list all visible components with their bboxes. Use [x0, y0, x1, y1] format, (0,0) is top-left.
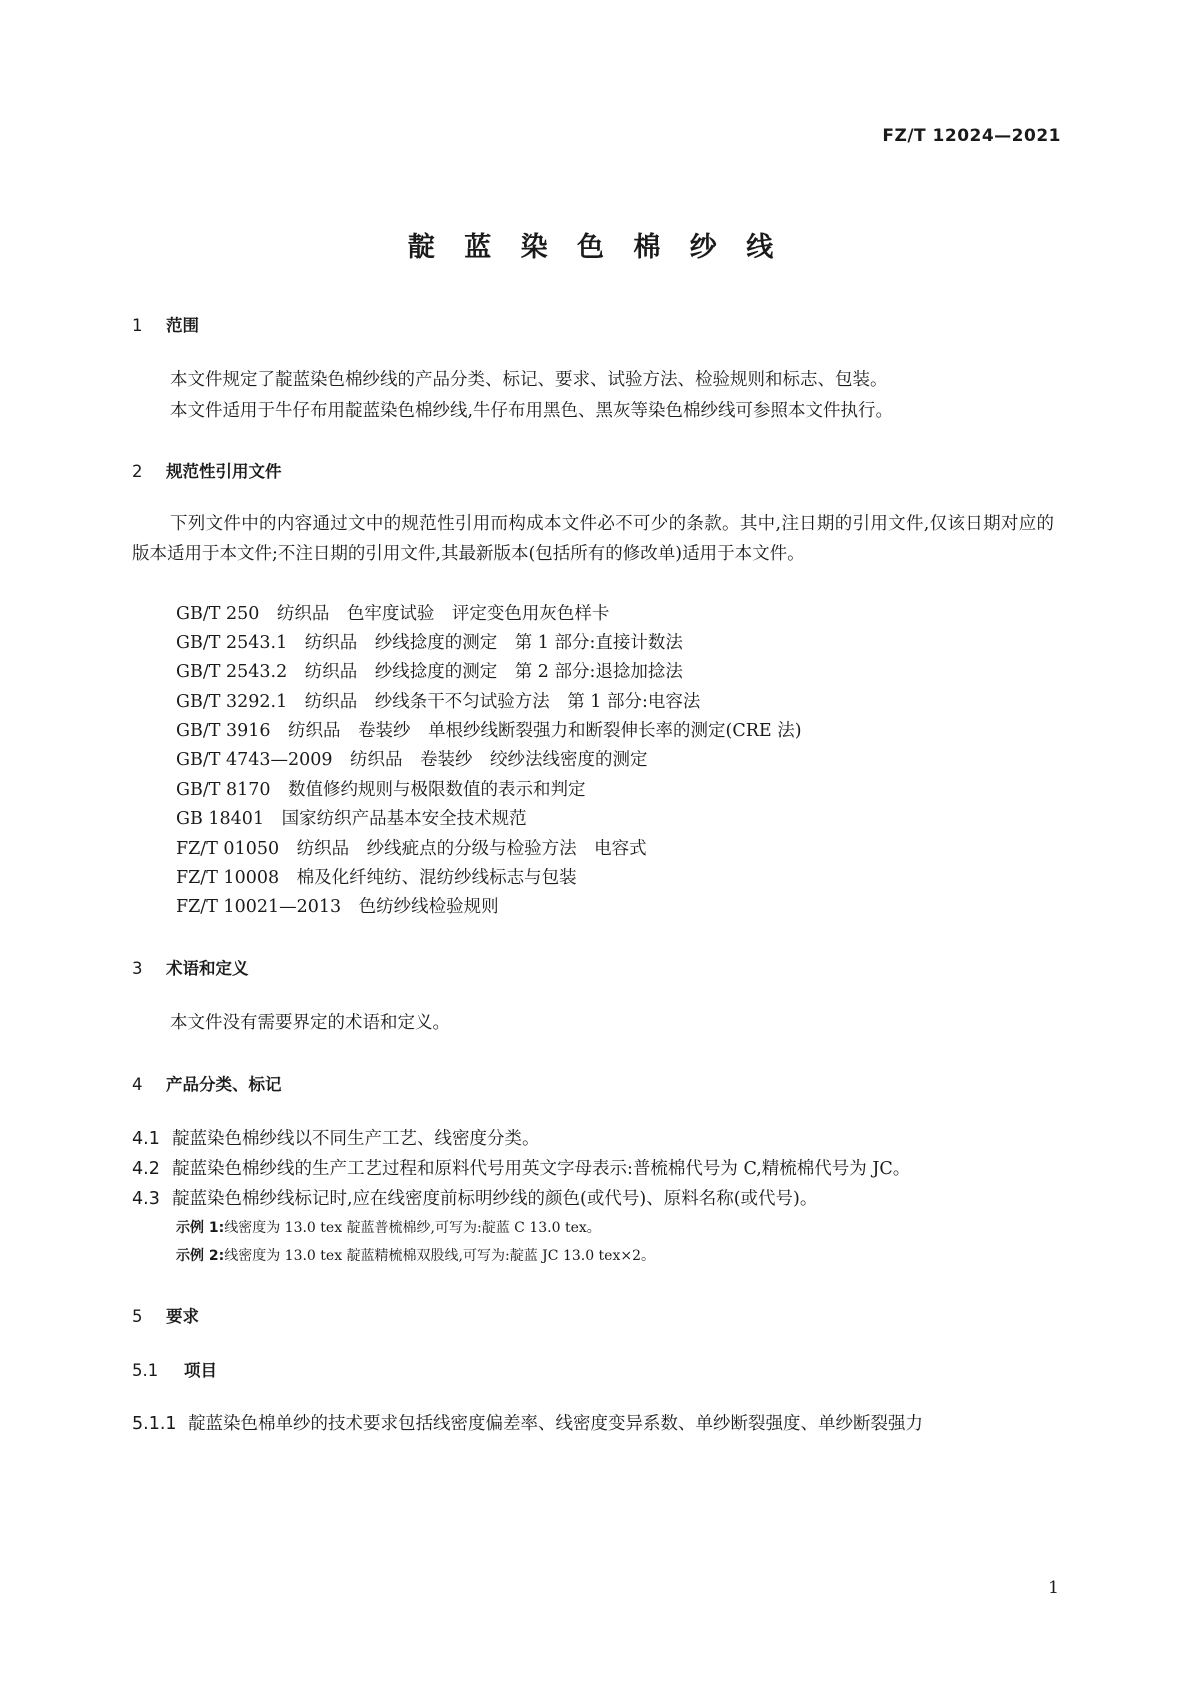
- reference-item: FZ/T 10021—2013 色纺纱线检验规则: [176, 897, 499, 917]
- clause-text: 靛蓝染色棉纱线以不同生产工艺、线密度分类。: [172, 1129, 540, 1149]
- example-text: 线密度为 13.0 tex 靛蓝普梳棉纱,可写为:靛蓝 C 13.0 tex。: [224, 1220, 601, 1236]
- section-number: 1: [132, 316, 143, 335]
- clause-5-1-1: [132, 1410, 923, 1435]
- section-title: 要求: [166, 1307, 199, 1326]
- reference-item: GB/T 3916 纺织品 卷装纱 单根纱线断裂强力和断裂伸长率的测定(CRE 法): [176, 721, 802, 741]
- example-text: 线密度为 13.0 tex 靛蓝精梳棉双股线,可写为:靛蓝 JC 13.0 tex×2。: [224, 1248, 656, 1264]
- section-number: 4: [132, 1075, 143, 1094]
- reference-item: GB/T 2543.2 纺织品 纱线捻度的测定 第 2 部分:退捻加捻法: [176, 662, 683, 682]
- clause-number: 4.3: [132, 1189, 160, 1209]
- example-1: [176, 1217, 601, 1237]
- reference-item: GB/T 3292.1 纺织品 纱线条干不匀试验方法 第 1 部分:电容法: [176, 692, 701, 712]
- section-title: 项目: [184, 1361, 217, 1380]
- reference-item: GB/T 250 纺织品 色牢度试验 评定变色用灰色样卡: [176, 604, 610, 624]
- section-number: 5.1: [132, 1361, 159, 1380]
- reference-item: FZ/T 01050 纺织品 纱线疵点的分级与检验方法 电容式: [176, 839, 647, 859]
- standard-code: FZ/T 12024—2021: [882, 126, 1061, 146]
- section-title: 产品分类、标记: [166, 1075, 282, 1094]
- section-number: 5: [132, 1307, 143, 1326]
- section-number: 2: [132, 462, 143, 481]
- example-2: [176, 1245, 655, 1265]
- section-1-heading: [132, 312, 199, 336]
- clause-4-1: [132, 1125, 540, 1150]
- clause-number: 5.1.1: [132, 1414, 177, 1434]
- section-5-heading: [132, 1303, 199, 1327]
- scope-paragraph-1: 本文件规定了靛蓝染色棉纱线的产品分类、标记、要求、试验方法、检验规则和标志、包装。: [170, 370, 888, 390]
- page-number: 1: [1048, 1578, 1059, 1598]
- section-title: 术语和定义: [166, 959, 249, 978]
- section-title: 范围: [166, 316, 199, 335]
- section-title: 规范性引用文件: [166, 462, 282, 481]
- section-3-heading: [132, 955, 249, 979]
- section-4-heading: [132, 1071, 282, 1095]
- example-label: 示例 2:: [176, 1248, 225, 1264]
- clause-text: 靛蓝染色棉纱线标记时,应在线密度前标明纱线的颜色(或代号)、原料名称(或代号)。: [172, 1189, 818, 1209]
- reference-item: GB 18401 国家纺织产品基本安全技术规范: [176, 809, 527, 829]
- subsection-5-1-heading: [132, 1357, 217, 1381]
- clause-text: 靛蓝染色棉纱线的生产工艺过程和原料代号用英文字母表示:普梳棉代号为 C,精梳棉代号为 JC。: [172, 1159, 911, 1179]
- clause-number: 4.1: [132, 1129, 160, 1149]
- section-number: 3: [132, 959, 143, 978]
- reference-item: GB/T 2543.1 纺织品 纱线捻度的测定 第 1 部分:直接计数法: [176, 633, 683, 653]
- clause-4-2: [132, 1155, 910, 1180]
- normative-references-intro: 下列文件中的内容通过文中的规范性引用而构成本文件必不可少的条款。其中,注日期的引用文件,仅该日期对应的版本适用于本文件;不注日期的引用文件,其最新版本(包括所有的修改单)适用于本文件。: [132, 514, 1054, 564]
- reference-item: GB/T 4743—2009 纺织品 卷装纱 绞纱法线密度的测定: [176, 750, 648, 770]
- example-label: 示例 1:: [176, 1220, 225, 1236]
- clause-number: 4.2: [132, 1159, 160, 1179]
- document-title: 靛 蓝 染 色 棉 纱 线: [407, 232, 784, 263]
- reference-item: FZ/T 10008 棉及化纤纯纺、混纺纱线标志与包装: [176, 868, 577, 888]
- clause-text: 靛蓝染色棉单纱的技术要求包括线密度偏差率、线密度变异系数、单纱断裂强度、单纱断裂强力: [188, 1414, 923, 1434]
- terms-paragraph: 本文件没有需要界定的术语和定义。: [170, 1013, 450, 1033]
- section-2-heading: [132, 458, 282, 482]
- reference-item: GB/T 8170 数值修约规则与极限数值的表示和判定: [176, 780, 586, 800]
- scope-paragraph-2: 本文件适用于牛仔布用靛蓝染色棉纱线,牛仔布用黑色、黑灰等染色棉纱线可参照本文件执行。: [170, 401, 894, 421]
- clause-4-3: [132, 1185, 817, 1210]
